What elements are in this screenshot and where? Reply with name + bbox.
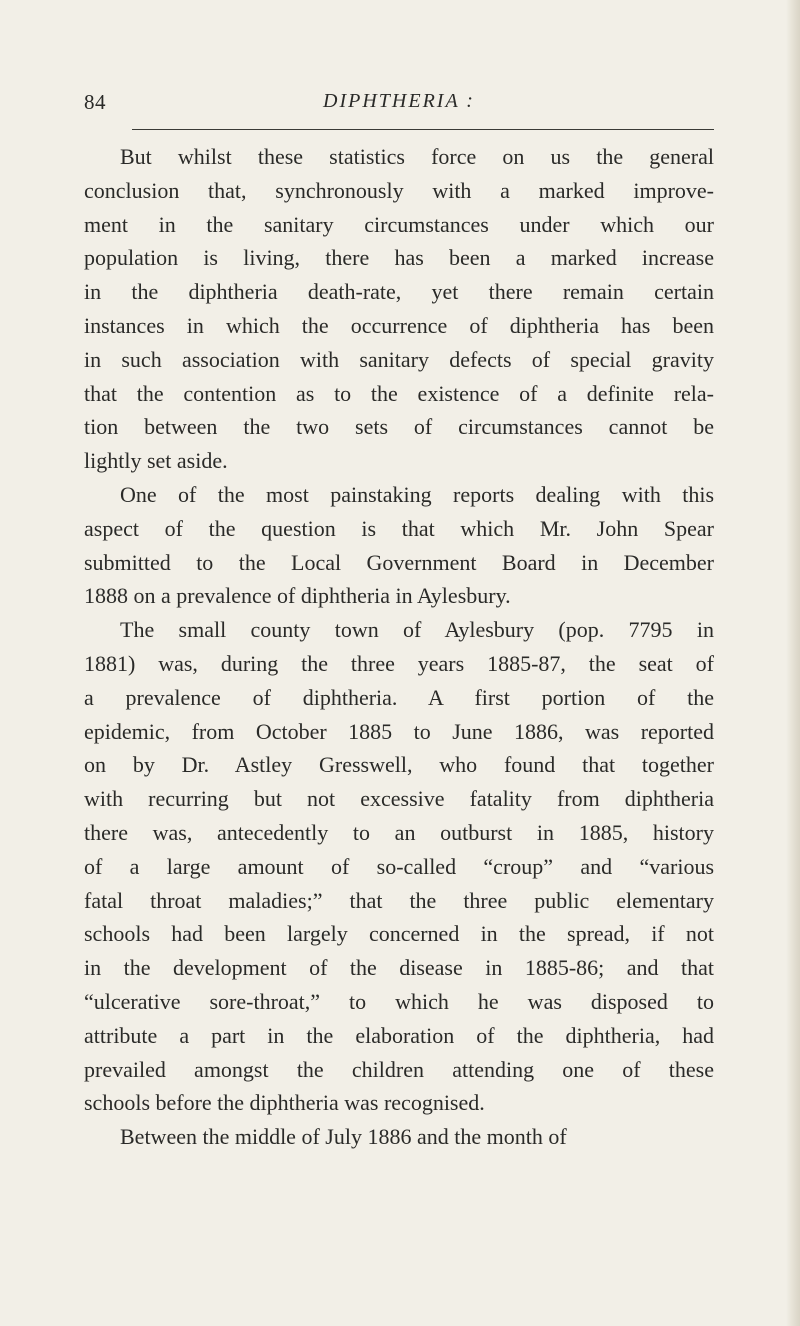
text-line: population is living, there has been a marked increase [84,245,714,271]
text-line: 1888 on a prevalence of diphtheria in Aylesbury. [84,583,511,609]
text-line: lightly set aside. [84,448,228,474]
text-line: prevailed amongst the children attending one of these [84,1056,714,1082]
page-number: 84 [84,90,106,114]
text-line: fatal throat maladies;” that the three public elementary [84,887,714,913]
text-line: The small county town of Aylesbury (pop. 7795 in [120,617,714,643]
page-edge-shadow [786,0,800,1326]
text-line: schools before the diphtheria was recognised. [84,1090,485,1116]
text-line: in the diphtheria death-rate, yet there remain certain [84,279,714,305]
text-line: there was, antecedently to an outburst in 1885, history [84,819,714,845]
text-line: with recurring but not excessive fatality from diphtheria [84,786,714,812]
running-head: DIPHTHERIA : [323,90,475,112]
text-line: ment in the sanitary circumstances under which our [84,211,714,237]
text-line: “ulcerative sore-throat,” to which he was disposed to [84,988,714,1014]
body-text [84,140,714,1154]
header-rule [132,129,714,130]
text-line: on by Dr. Astley Gresswell, who found that together [84,752,714,778]
page-header [84,90,714,120]
text-line: Between the middle of July 1886 and the month of [120,1124,567,1150]
text-line: schools had been largely concerned in the spread, if not [84,921,714,947]
text-line: aspect of the question is that which Mr. John Spear [84,515,714,541]
text-line: conclusion that, synchronously with a marked improve- [84,177,714,203]
text-line: epidemic, from October 1885 to June 1886, was reported [84,718,714,744]
text-line: in such association with sanitary defects of special gravity [84,346,714,372]
text-line: of a large amount of so-called “croup” and “various [84,853,714,879]
text-line: tion between the two sets of circumstances cannot be [84,414,714,440]
text-line: instances in which the occurrence of diphtheria has been [84,312,714,338]
text-line: that the contention as to the existence of a definite rela- [84,380,714,406]
text-line: But whilst these statistics force on us the general [120,144,714,169]
text-line: submitted to the Local Government Board in December [84,549,714,575]
text-line: 1881) was, during the three years 1885-87, the seat of [84,650,714,676]
text-line: a prevalence of diphtheria. A first portion of the [84,684,714,710]
text-line: in the development of the disease in 1885-86; and that [84,955,714,981]
text-line: attribute a part in the elaboration of the diphtheria, had [84,1022,714,1048]
text-line: One of the most painstaking reports dealing with this [120,481,714,507]
